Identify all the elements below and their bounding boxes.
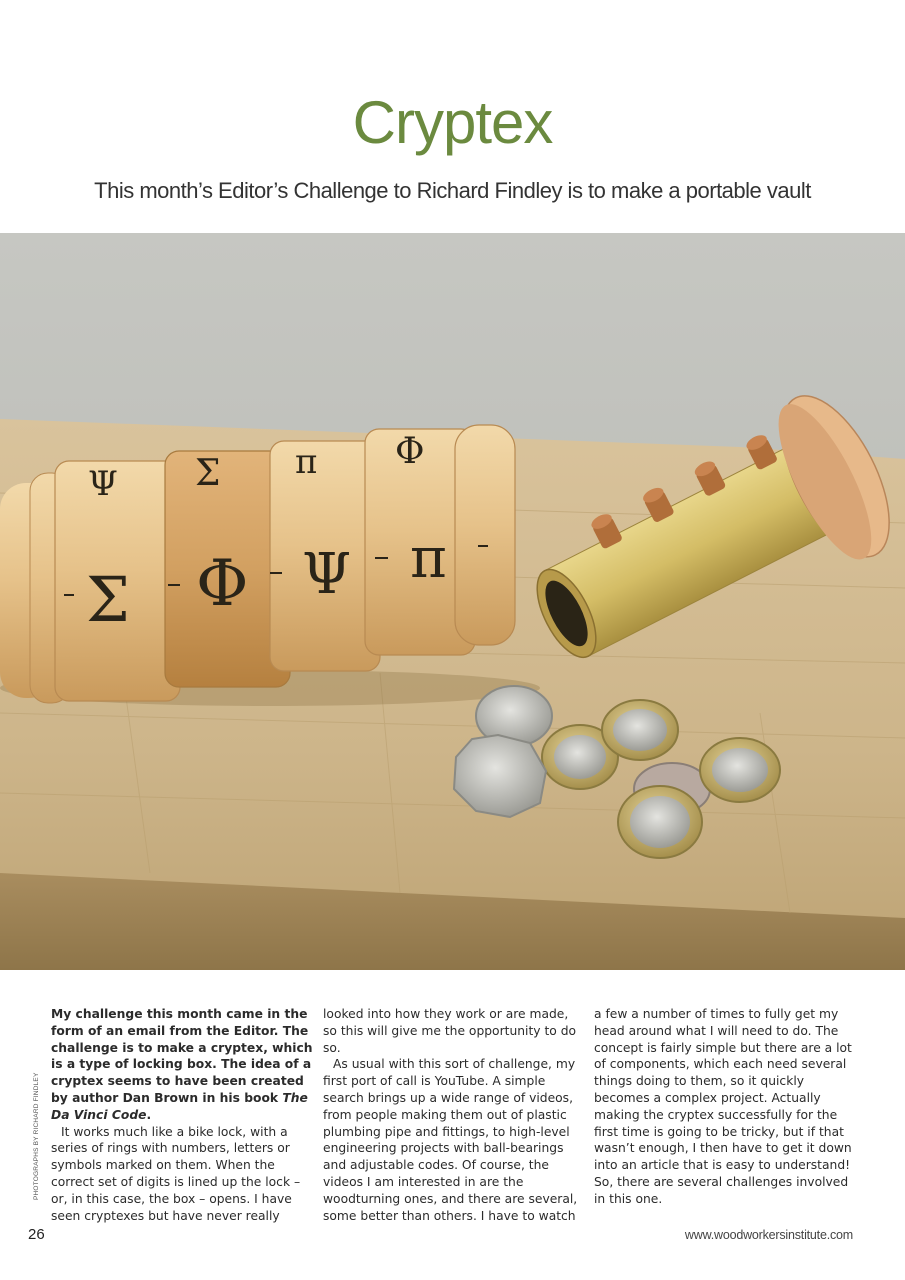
cryptex-photo	[0, 233, 905, 970]
ring-symbol: Ψ	[302, 542, 352, 607]
ring-symbol: Σ	[195, 453, 221, 494]
article-column-3	[594, 1006, 856, 1208]
ring-symbol: π	[295, 442, 318, 482]
lead-text-end: .	[146, 1107, 152, 1122]
body-paragraph: a few a number of times to fully get my head around what I will need to do. The concept is fairly simple but there are a lot of components, which each need several things doing to them, so it quickly becomes a complex project. Actually making the cryptex successfully for the first time is going to be tricky, but if that wasn’t enough, I then have to get it down into an article that is easy to understand! So, there are several challenges involved in this one.	[594, 1007, 852, 1206]
book-title: The Da Vinci Code	[51, 1090, 308, 1122]
ring-symbol: π	[410, 526, 447, 591]
page-number: 26	[28, 1226, 45, 1243]
body-paragraph: It works much like a bike lock, with a series of rings with numbers, letters or symbols marked on them. When the correct set of digits is lined up the lock – or, in this case, the box – opens. I have seen cryptexes but have never really	[51, 1124, 301, 1223]
lead-paragraph	[51, 1006, 313, 1124]
ring-symbol: Φ	[196, 547, 249, 621]
article-standfirst: This month’s Editor’s Challenge to Richard Findley is to make a portable vault	[94, 178, 811, 203]
ring-symbol: Ψ	[88, 464, 118, 504]
article-title: Cryptex	[352, 89, 553, 156]
website-url: www.woodworkersinstitute.com	[684, 1228, 853, 1242]
body-paragraph: As usual with this sort of challenge, my first port of call is YouTube. A simple search brings up a wide range of videos, from people making them out of plastic plumbing pipe and fittings, to high-level engineering projects with ball-bearings and adjustable codes. Of course, the videos I am interested in are the woodturning ones, and there are several, some better than others. I have to watch	[323, 1057, 578, 1223]
ring-symbol: Σ	[86, 563, 130, 636]
lead-text: My challenge this month came in the form of an email from the Editor. The challenge is to make a cryptex, which is a type of locking box. The idea of a cryptex seems to have been created by author Dan Brown in his book	[51, 1007, 313, 1105]
article-column-2	[323, 1006, 585, 1224]
body-paragraph: looked into how they work or are made, so this will give me the opportunity to do so.	[323, 1007, 577, 1055]
ring-symbol: Φ	[395, 431, 425, 472]
article-column-1	[51, 1006, 313, 1224]
photo-credit: PHOTOGRAPHS BY RICHARD FINDLEY	[33, 1072, 40, 1200]
